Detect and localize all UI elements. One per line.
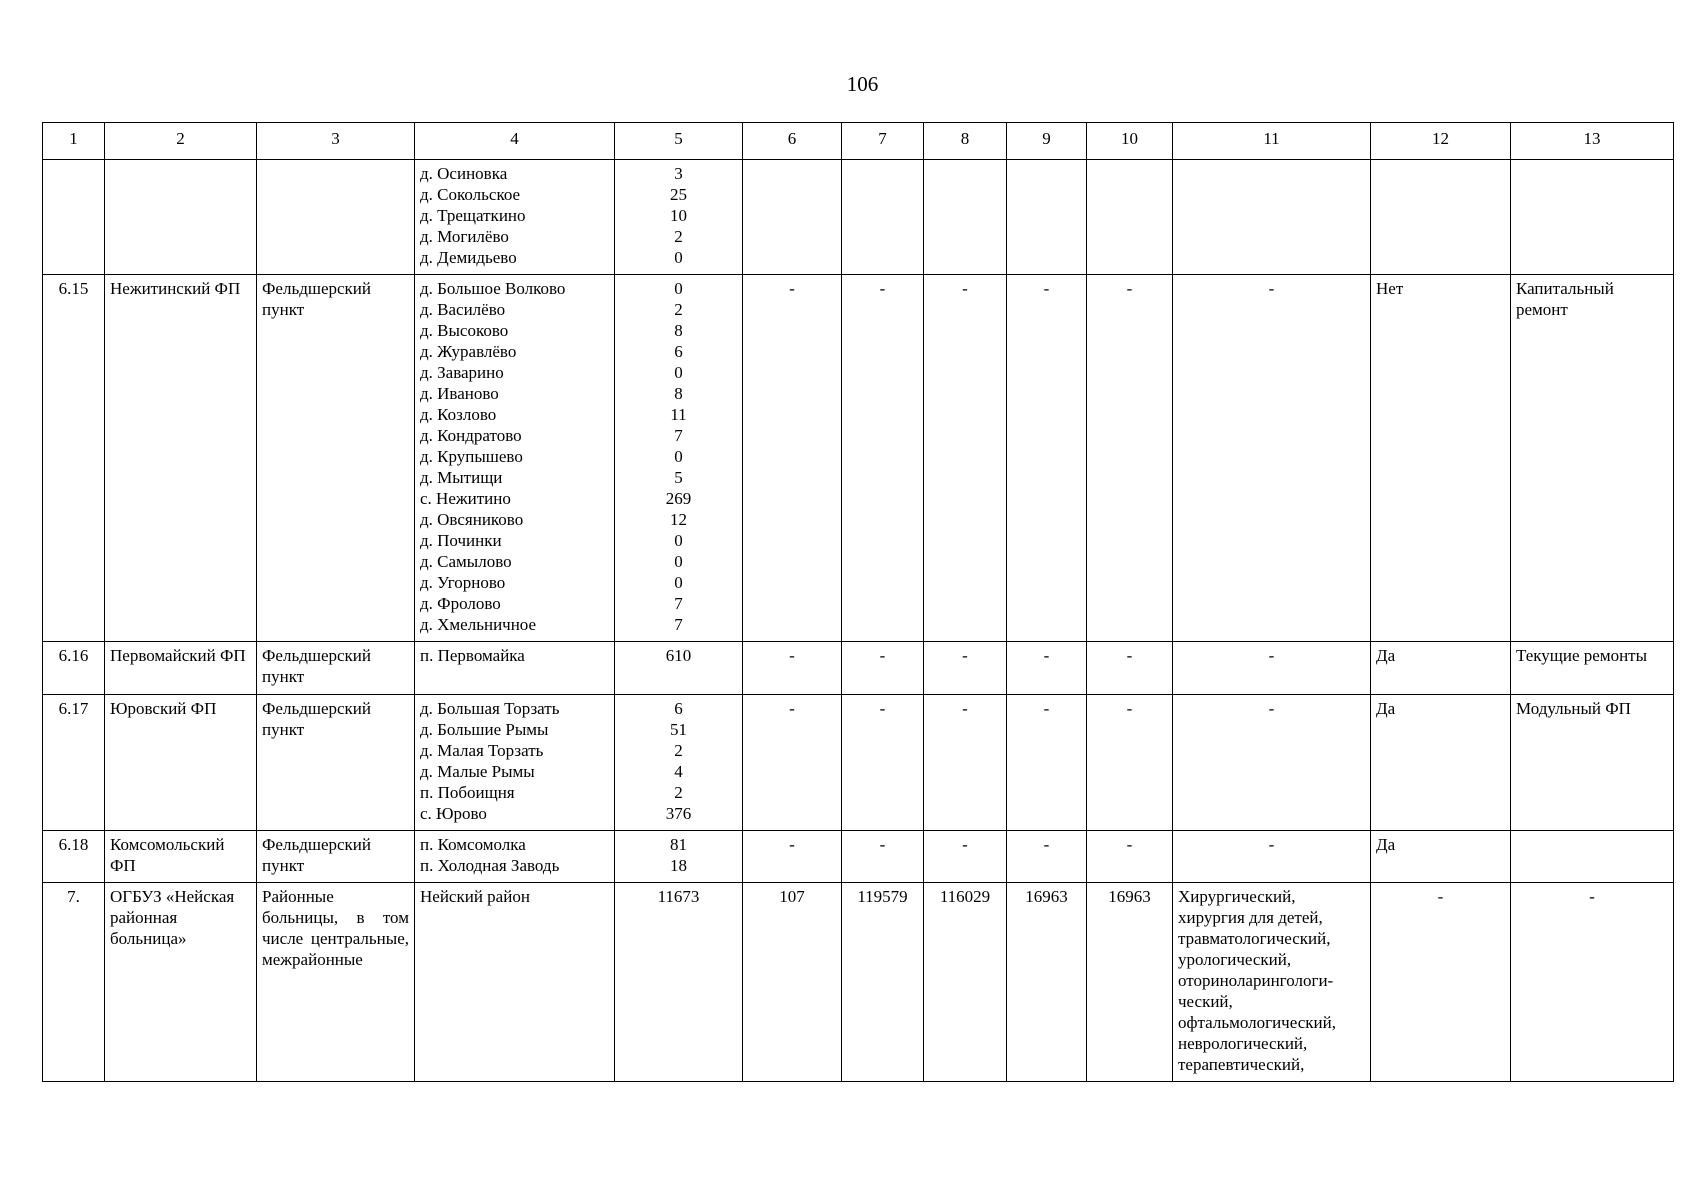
settlement-name: п. Холодная Заводь	[420, 856, 560, 875]
profile-line: Хирургический,	[1178, 887, 1296, 906]
column-header-12: 12	[1371, 123, 1511, 160]
settlement-name: п. Первомайка	[420, 646, 525, 665]
settlement-name: д. Журавлёво	[420, 342, 517, 361]
col7-cell: 119579	[842, 883, 924, 1082]
population-value: 6	[674, 699, 683, 718]
col7-cell: -	[842, 831, 924, 883]
profile-line: неврологический,	[1178, 1034, 1308, 1053]
col8-cell: 116029	[924, 883, 1007, 1082]
profile-line: ческий,	[1178, 992, 1233, 1011]
population-value: 51	[670, 720, 687, 739]
population-cell	[615, 883, 743, 1082]
settlement-name: д. Демидьево	[420, 248, 517, 267]
col8-cell: -	[924, 642, 1007, 695]
population-value: 376	[665, 804, 692, 823]
profiles-cell: -	[1173, 275, 1371, 642]
population-value: 2	[674, 741, 683, 760]
settlements-cell	[415, 695, 615, 831]
population-value: 18	[670, 856, 687, 875]
col10-cell: -	[1087, 275, 1173, 642]
organization-name-cell: ОГБУЗ «Нейская районная больница»	[105, 883, 257, 1082]
population-value: 0	[674, 279, 683, 298]
row-number-cell: 6.16	[43, 642, 105, 695]
table-row	[43, 642, 1674, 695]
population-value: 0	[674, 248, 683, 267]
settlement-name: д. Починки	[420, 531, 502, 550]
page-number: 106	[846, 72, 879, 96]
profiles-cell: -	[1173, 831, 1371, 883]
population-value: 4	[674, 762, 683, 781]
row-number-cell	[43, 160, 105, 275]
settlements-cell	[415, 831, 615, 883]
col6-cell: -	[743, 275, 842, 642]
table-row	[43, 831, 1674, 883]
facility-type-cell: Фельдшерский пункт	[257, 695, 415, 831]
profile-line: оториноларингологи-	[1178, 971, 1334, 990]
table-row	[43, 883, 1674, 1082]
col7-cell	[842, 160, 924, 275]
settlement-name: д. Козлово	[420, 405, 497, 424]
population-value: 25	[670, 185, 687, 204]
column-header-6: 6	[743, 123, 842, 160]
col13-cell	[1511, 831, 1674, 883]
column-header-2: 2	[105, 123, 257, 160]
col9-cell	[1007, 160, 1087, 275]
facility-type-cell: Фельдшерский пункт	[257, 642, 415, 695]
population-value: 8	[674, 321, 683, 340]
population-value: 5	[674, 468, 683, 487]
col6-cell	[743, 160, 842, 275]
organization-name-cell: Комсомольский ФП	[105, 831, 257, 883]
population-value: 0	[674, 447, 683, 466]
table-row	[43, 275, 1674, 642]
col12-cell: Да	[1371, 831, 1511, 883]
profile-line: урологический,	[1178, 950, 1292, 969]
col6-cell: -	[743, 831, 842, 883]
settlement-name: д. Высоково	[420, 321, 509, 340]
col6-cell: 107	[743, 883, 842, 1082]
col13-cell: Капитальный ремонт	[1511, 275, 1674, 642]
profiles-cell	[1173, 160, 1371, 275]
profiles-cell: -	[1173, 642, 1371, 695]
table-body	[43, 160, 1674, 1082]
settlement-name: п. Побоищня	[420, 783, 515, 802]
settlement-name: д. Малые Рымы	[420, 762, 535, 781]
population-value: 11673	[657, 887, 700, 906]
settlements-cell	[415, 642, 615, 695]
facility-type-cell: Фельдшерский пункт	[257, 831, 415, 883]
population-cell	[615, 275, 743, 642]
col7-cell: -	[842, 642, 924, 695]
col8-cell	[924, 160, 1007, 275]
organization-name-cell: Нежитинский ФП	[105, 275, 257, 642]
data-table	[42, 122, 1674, 1082]
column-header-7: 7	[842, 123, 924, 160]
col10-cell: -	[1087, 695, 1173, 831]
population-value: 610	[665, 646, 692, 665]
column-header-4: 4	[415, 123, 615, 160]
population-value: 8	[674, 384, 683, 403]
settlement-name: п. Комсомолка	[420, 835, 526, 854]
facility-type-cell: Районные больницы, в том числе центральные, межрайонные	[257, 883, 415, 1082]
population-value: 0	[674, 552, 683, 571]
col9-cell: -	[1007, 831, 1087, 883]
settlement-name: с. Нежитино	[420, 489, 511, 508]
organization-name-cell: Первомайский ФП	[105, 642, 257, 695]
column-header-10: 10	[1087, 123, 1173, 160]
settlements-cell	[415, 883, 615, 1082]
col10-cell	[1087, 160, 1173, 275]
row-number-cell: 6.15	[43, 275, 105, 642]
col12-cell: -	[1371, 883, 1511, 1082]
settlement-name: д. Могилёво	[420, 227, 509, 246]
col7-cell: -	[842, 695, 924, 831]
header-row	[43, 123, 1674, 160]
col8-cell: -	[924, 695, 1007, 831]
settlement-name: д. Осиновка	[420, 164, 508, 183]
column-header-3: 3	[257, 123, 415, 160]
col6-cell: -	[743, 642, 842, 695]
population-cell	[615, 831, 743, 883]
col12-cell: Да	[1371, 695, 1511, 831]
col13-cell: -	[1511, 883, 1674, 1082]
col9-cell: -	[1007, 275, 1087, 642]
population-value: 0	[674, 531, 683, 550]
column-header-13: 13	[1511, 123, 1674, 160]
column-header-8: 8	[924, 123, 1007, 160]
facility-type-cell	[257, 160, 415, 275]
population-value: 6	[674, 342, 683, 361]
settlement-name: д. Крупышево	[420, 447, 523, 466]
population-value: 7	[674, 594, 683, 613]
settlement-name: д. Большие Рымы	[420, 720, 549, 739]
population-value: 10	[670, 206, 687, 225]
settlement-name: д. Мытищи	[420, 468, 503, 487]
population-value: 7	[674, 426, 683, 445]
column-header-9: 9	[1007, 123, 1087, 160]
col9-cell: -	[1007, 642, 1087, 695]
population-value: 0	[674, 573, 683, 592]
col13-cell	[1511, 160, 1674, 275]
table-row	[43, 695, 1674, 831]
col13-cell: Модульный ФП	[1511, 695, 1674, 831]
settlement-name: д. Большое Волково	[420, 279, 566, 298]
col10-cell: -	[1087, 831, 1173, 883]
col10-cell: 16963	[1087, 883, 1173, 1082]
settlement-name: д. Василёво	[420, 300, 506, 319]
settlement-name: д. Малая Торзать	[420, 741, 544, 760]
population-value: 2	[674, 300, 683, 319]
organization-name-cell	[105, 160, 257, 275]
col12-cell: Да	[1371, 642, 1511, 695]
col7-cell: -	[842, 275, 924, 642]
population-value: 7	[674, 615, 683, 634]
settlement-name: Нейский район	[420, 887, 530, 906]
col10-cell: -	[1087, 642, 1173, 695]
settlement-name: с. Юрово	[420, 804, 487, 823]
settlements-cell	[415, 275, 615, 642]
settlement-name: д. Угорново	[420, 573, 506, 592]
col12-cell: Нет	[1371, 275, 1511, 642]
col9-cell: 16963	[1007, 883, 1087, 1082]
population-value: 269	[665, 489, 692, 508]
col6-cell: -	[743, 695, 842, 831]
col12-cell	[1371, 160, 1511, 275]
row-number-cell: 6.17	[43, 695, 105, 831]
settlement-name: д. Фролово	[420, 594, 501, 613]
table-header	[43, 123, 1674, 160]
col9-cell: -	[1007, 695, 1087, 831]
col8-cell: -	[924, 831, 1007, 883]
table-row	[43, 160, 1674, 275]
population-value: 0	[674, 363, 683, 382]
profile-line: офтальмологический,	[1178, 1013, 1336, 1032]
column-header-11: 11	[1173, 123, 1371, 160]
settlement-name: д. Овсяниково	[420, 510, 524, 529]
row-number-cell: 7.	[43, 883, 105, 1082]
column-header-5: 5	[615, 123, 743, 160]
population-value: 2	[674, 783, 683, 802]
population-cell	[615, 695, 743, 831]
facility-type-cell: Фельдшерский пункт	[257, 275, 415, 642]
settlement-name: д. Кондратово	[420, 426, 522, 445]
population-value: 81	[670, 835, 687, 854]
settlement-name: д. Сокольское	[420, 185, 521, 204]
settlement-name: д. Трещаткино	[420, 206, 526, 225]
col8-cell: -	[924, 275, 1007, 642]
population-value: 12	[670, 510, 687, 529]
population-cell	[615, 642, 743, 695]
row-number-cell: 6.18	[43, 831, 105, 883]
settlement-name: д. Заварино	[420, 363, 504, 382]
settlement-name: д. Иваново	[420, 384, 499, 403]
column-header-1: 1	[43, 123, 105, 160]
population-value: 3	[674, 164, 683, 183]
settlement-name: д. Самылово	[420, 552, 512, 571]
profile-line: хирургия для детей,	[1178, 908, 1323, 927]
population-value: 2	[674, 227, 683, 246]
profile-line: травматологический,	[1178, 929, 1331, 948]
profile-line: терапевтический,	[1178, 1055, 1305, 1074]
population-value: 11	[670, 405, 687, 424]
settlement-name: д. Хмельничное	[420, 615, 537, 634]
profiles-cell: -	[1173, 695, 1371, 831]
profiles-cell	[1173, 883, 1371, 1082]
settlement-name: д. Большая Торзать	[420, 699, 560, 718]
settlements-cell	[415, 160, 615, 275]
population-cell	[615, 160, 743, 275]
organization-name-cell: Юровский ФП	[105, 695, 257, 831]
col13-cell: Текущие ремонты	[1511, 642, 1674, 695]
